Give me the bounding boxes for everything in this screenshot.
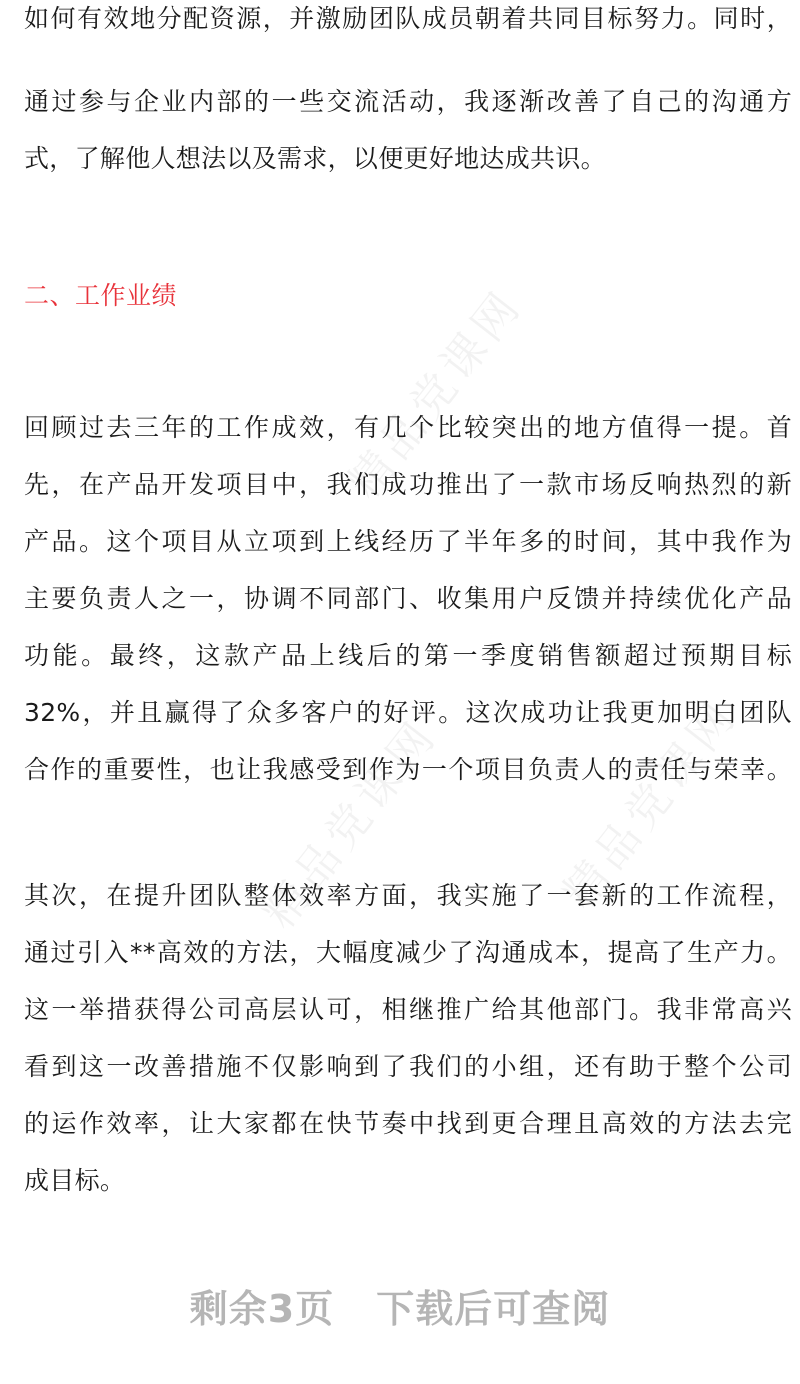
download-prompt[interactable] — [0, 1278, 800, 1333]
text-line: 通过引入**高效的方法，大幅度减少了沟通成本，提高了生产力。 — [24, 938, 792, 967]
text-line: 看到这一改善措施不仅影响到了我们的小组，还有助于整个公司 — [24, 1052, 792, 1081]
text-line: 其次，在提升团队整体效率方面，我实施了一套新的工作流程， — [24, 881, 792, 910]
text-line: 主要负责人之一，协调不同部门、收集用户反馈并持续优化产品 — [24, 584, 792, 613]
text-line: 功能。最终，这款产品上线后的第一季度销售额超过预期目标 — [24, 641, 792, 670]
watermark: 精品党课网 — [253, 709, 448, 939]
watermark: 精品党课网 — [553, 689, 748, 919]
paragraph-resources — [24, 0, 792, 47]
text-line: 的运作效率，让大家都在快节奏中找到更合理且高效的方法去完 — [24, 1109, 792, 1138]
text-line: 32%，并且赢得了众多客户的好评。这次成功让我更加明白团队 — [24, 698, 792, 727]
paragraph-communication — [24, 73, 792, 187]
text-line: 通过参与企业内部的一些交流活动，我逐渐改善了自己的沟通方 — [24, 87, 792, 116]
text-line: 合作的重要性，也让我感受到作为一个项目负责人的责任与荣幸。 — [24, 755, 792, 784]
text-line: 产品。这个项目从立项到上线经历了半年多的时间，其中我作为 — [24, 527, 792, 556]
text-line: 回顾过去三年的工作成效，有几个比较突出的地方值得一提。首 — [24, 413, 792, 442]
watermark: 精品党课网 — [338, 279, 533, 509]
text-line: 先，在产品开发项目中，我们成功推出了一款市场反响热烈的新 — [24, 470, 792, 499]
text-line: 如何有效地分配资源，并激励团队成员朝着共同目标努力。同时， — [24, 4, 792, 33]
paragraph-efficiency — [24, 867, 792, 1209]
text-line: 式，了解他人想法以及需求，以便更好地达成共识。 — [24, 144, 606, 173]
paragraph-achievements — [24, 399, 792, 798]
download-label: 下载后可查阅 — [376, 1287, 611, 1331]
text-line: 这一举措获得公司高层认可，相继推广给其他部门。我非常高兴 — [24, 995, 792, 1024]
remaining-pages-label: 剩余3页 — [189, 1287, 335, 1331]
text-line: 成目标。 — [24, 1166, 126, 1195]
section-heading: 二、工作业绩 — [24, 281, 178, 310]
